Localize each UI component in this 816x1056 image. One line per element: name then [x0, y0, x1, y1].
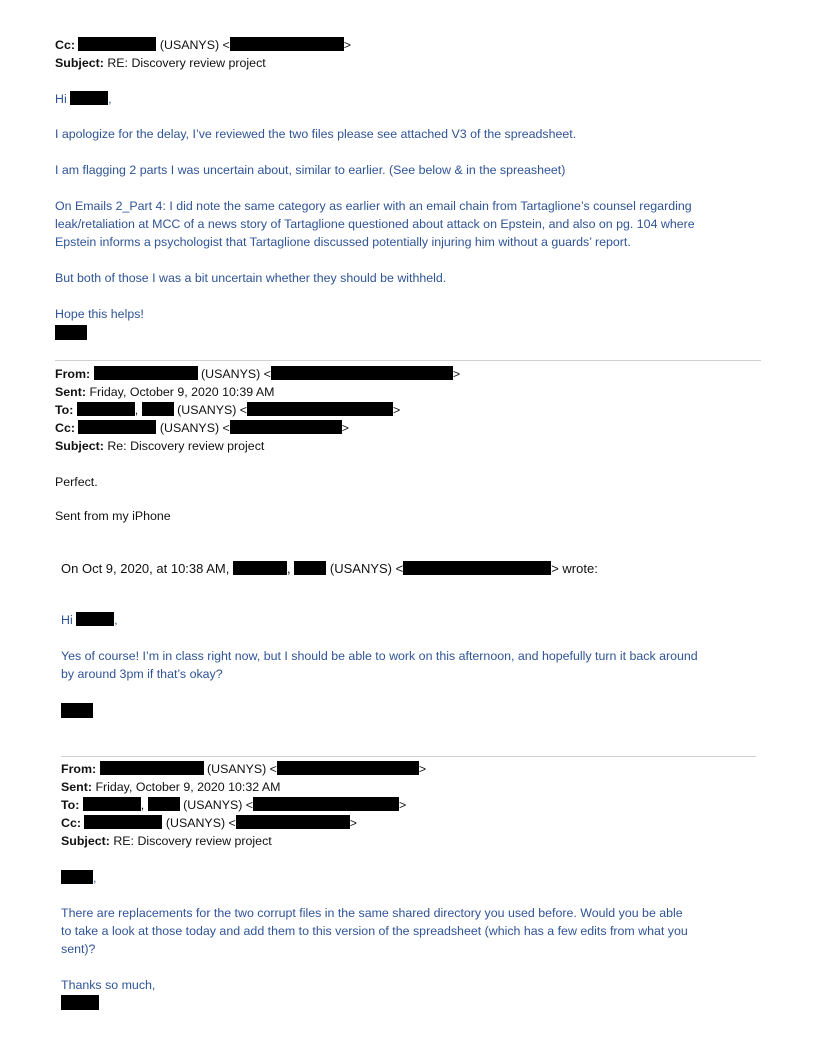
subject-value: Re: Discovery review project	[107, 439, 265, 453]
sent-value: Friday, October 9, 2020 10:32 AM	[95, 780, 281, 794]
subject-line	[55, 55, 266, 71]
quoted-greeting-text: Hi	[61, 613, 73, 627]
to-label: To:	[55, 403, 74, 417]
from-label: From:	[55, 367, 91, 381]
redaction-block	[61, 995, 99, 1010]
subject-label: Subject:	[55, 439, 104, 453]
from-close: >	[418, 762, 427, 776]
redaction-block	[94, 366, 198, 380]
to-org: (USANYS) <	[183, 798, 254, 812]
redaction-block	[230, 420, 342, 434]
salutation	[61, 870, 96, 886]
redaction-block	[271, 366, 453, 380]
subject-line	[61, 833, 272, 849]
cc-label: Cc:	[55, 38, 75, 52]
paragraph-line: leak/retaliation at MCC of a news story of Tartaglione questioned about attack on Epstein, and also on pg. 104 where	[55, 217, 695, 231]
quoted-greeting-comma: ,	[114, 613, 118, 627]
cc-org: (USANYS) <	[159, 38, 230, 52]
body-line: There are replacements for the two corrupt files in the same shared directory you used before. Would you be able	[61, 906, 683, 920]
quoted-line: by around 3pm if that’s okay?	[61, 667, 223, 681]
subject-label: Subject:	[55, 56, 104, 70]
from-line	[55, 366, 460, 382]
from-line	[61, 761, 426, 777]
quoted-intro-suffix: > wrote:	[551, 561, 598, 576]
redaction-block	[230, 37, 344, 51]
quoted-intro-prefix: On Oct 9, 2020, at 10:38 AM,	[61, 561, 230, 576]
to-line	[55, 402, 400, 418]
paragraph: I apologize for the delay, I’ve reviewed the two files please see attached V3 of the spreadsheet.	[55, 127, 577, 141]
quoted-intro-org: (USANYS) <	[329, 561, 404, 576]
divider	[61, 756, 756, 757]
redaction-block	[148, 797, 180, 811]
cc-org: (USANYS) <	[165, 816, 236, 830]
body-line: Perfect.	[55, 475, 98, 489]
greeting	[55, 91, 112, 107]
body-line: sent)?	[61, 942, 96, 956]
sent-line	[55, 384, 274, 400]
divider	[55, 360, 761, 361]
quoted-line: Yes of course! I’m in class right now, but I should be able to work on this afternoon, and hopefully turn it back around	[61, 649, 698, 663]
greeting-comma: ,	[108, 92, 112, 106]
subject-line	[55, 438, 264, 454]
cc-close: >	[341, 421, 350, 435]
from-label: From:	[61, 762, 97, 776]
closing: Thanks so much,	[61, 978, 156, 992]
paragraph: I am flagging 2 parts I was uncertain about, similar to earlier. (See below & in the spreasheet)	[55, 163, 566, 177]
cc-close: >	[349, 816, 358, 830]
paragraph: But both of those I was a bit uncertain whether they should be withheld.	[55, 271, 447, 285]
cc-org: (USANYS) <	[159, 421, 230, 435]
quoted-signature	[61, 703, 93, 720]
to-close: >	[393, 403, 401, 417]
redaction-block	[78, 37, 156, 51]
cc-label: Cc:	[61, 816, 81, 830]
body-line: to take a look at those today and add them to this version of the spreadsheet (which has a few edits from what you	[61, 924, 688, 938]
greeting-text: Hi	[55, 92, 67, 106]
from-close: >	[452, 367, 461, 381]
redaction-block	[78, 420, 156, 434]
subject-value: RE: Discovery review project	[107, 56, 266, 70]
cc-close: >	[343, 38, 352, 52]
signature	[61, 995, 99, 1012]
quoted-intro-comma: ,	[287, 561, 291, 576]
to-label: To:	[61, 798, 80, 812]
redaction-block	[233, 561, 287, 575]
redaction-block	[77, 402, 135, 416]
cc-line	[55, 37, 351, 53]
redaction-block	[100, 761, 204, 775]
redaction-block	[83, 797, 141, 811]
salutation-comma: ,	[93, 871, 97, 885]
paragraph-line: On Emails 2_Part 4: I did note the same category as earlier with an email chain from Tartaglione’s counsel regarding	[55, 199, 692, 213]
quoted-greeting	[61, 612, 118, 628]
redaction-block	[84, 815, 162, 829]
cc-label: Cc:	[55, 421, 75, 435]
to-org: (USANYS) <	[177, 403, 248, 417]
cc-line	[61, 815, 357, 831]
to-line	[61, 797, 406, 813]
to-close: >	[399, 798, 407, 812]
redaction-block	[61, 703, 93, 718]
signature	[55, 325, 87, 342]
redaction-block	[236, 815, 350, 829]
to-comma: ,	[134, 403, 139, 417]
redaction-block	[294, 561, 326, 575]
redaction-block	[142, 402, 174, 416]
sent-line	[61, 779, 280, 795]
paragraph-line: Epstein informs a psychologist that Tartaglione discussed potentially injuring him without a guards’ report.	[55, 235, 631, 249]
redaction-block	[76, 612, 114, 626]
to-comma: ,	[140, 798, 145, 812]
cc-line	[55, 420, 349, 436]
body-line: Sent from my iPhone	[55, 509, 171, 523]
redaction-block	[55, 325, 87, 340]
quoted-intro	[61, 561, 598, 577]
redaction-block	[61, 870, 93, 884]
redaction-block	[70, 91, 108, 105]
redaction-block	[277, 761, 419, 775]
redaction-block	[247, 402, 393, 416]
sent-label: Sent:	[61, 780, 92, 794]
subject-label: Subject:	[61, 834, 110, 848]
sent-value: Friday, October 9, 2020 10:39 AM	[89, 385, 275, 399]
paragraph: Hope this helps!	[55, 307, 144, 321]
redaction-block	[253, 797, 399, 811]
from-org: (USANYS) <	[201, 367, 271, 381]
subject-value: RE: Discovery review project	[113, 834, 272, 848]
sent-label: Sent:	[55, 385, 86, 399]
from-org: (USANYS) <	[207, 762, 277, 776]
redaction-block	[403, 561, 551, 575]
